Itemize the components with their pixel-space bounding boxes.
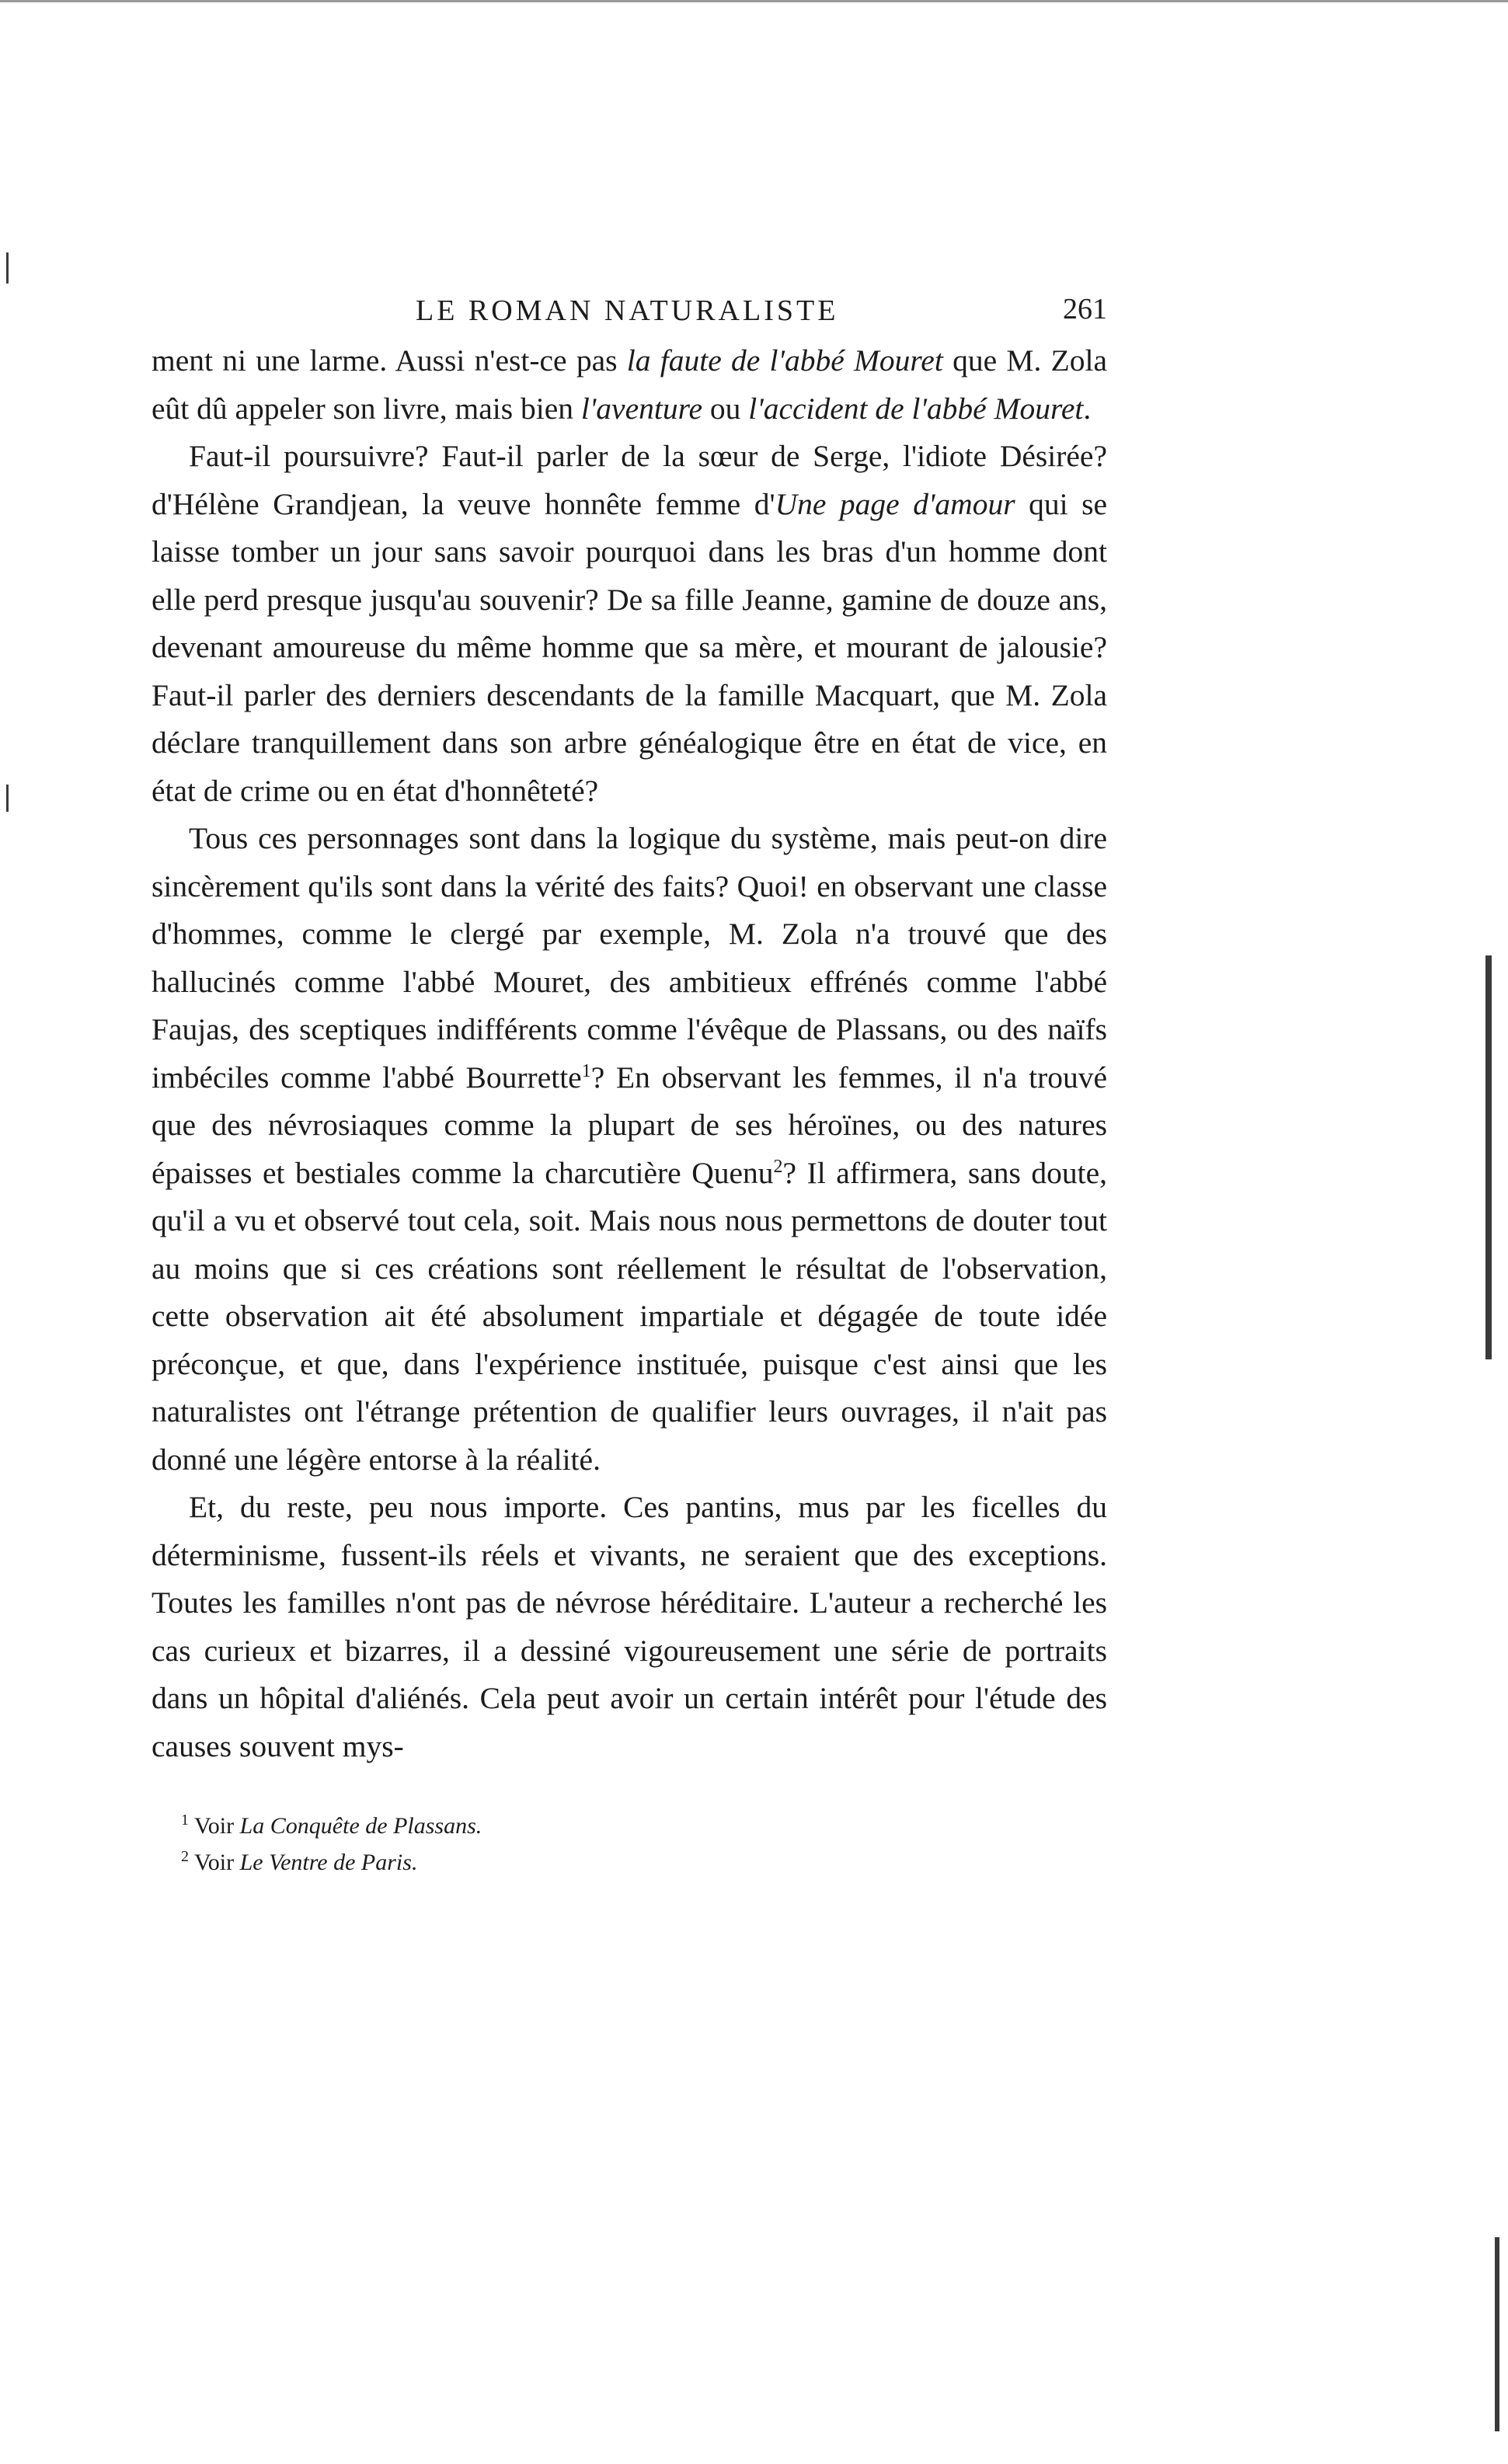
scan-margin-mark (6, 252, 9, 284)
book-page (151, 280, 1107, 1881)
scan-edge-shadow (1495, 2237, 1499, 2431)
paragraph: Tous ces personnages sont dans la logique du système, mais peut-on dire sincèrement qu'ils sont dans la vérité des faits? Quoi! en observant une classe d'hommes, comme le clergé par exemple, M. Zola n'a trouvé que des hallucinés comme l'abbé Mouret, des ambitieux effrénés comme l'abbé Faujas, des sceptiques indifférents comme l'évêque de Plassans, ou des naïfs imbéciles comme l'abbé Bourrette$^1$? En observant les femmes, il n'a trouvé que des névrosiaques comme la plupart de ses héroïnes, ou des natures épaisses et bestiales comme la charcutière Quenu$^2$? Il affirmera, sans doute, qu'il a vu et observé tout cela, soit. Mais nous nous permettons de douter tout au moins que si ces créations sont réellement le résultat de l'observation, cette observation ait été absolument impartiale et dégagée de toute idée préconçue, et que, dans l'expérience instituée, puisque c'est ainsi que les naturalistes ont l'étrange prétention de qualifier leurs ouvrages, il n'ait pas donné une légère entorse à la réalité. (151, 821, 1108, 1477)
scan-top-edge (0, 0, 1508, 2)
paragraph: Et, du reste, peu nous importe. Ces pantins, mus par les ficelles du déterminisme, fussent-ils réels et vivants, ne seraient que des exceptions. Toutes les familles n'ont pas de névrose héréditaire. L'auteur a recherché les cas curieux et bizarres, il a dessiné vigoureusement une série de portraits dans un hôpital d'aliénés. Cela peut avoir un certain intérêt pour l'étude des causes souvent mys- (151, 1490, 1107, 1763)
footnote-ref: 1 (581, 1060, 591, 1081)
body-text (151, 337, 1107, 1770)
scan-edge-shadow (1485, 955, 1492, 1359)
footnotes (151, 1808, 1107, 1881)
footnote-ref: 2 (773, 1156, 783, 1177)
running-head (151, 280, 1107, 326)
running-title: LE ROMAN NATURALISTE (416, 294, 839, 327)
paragraph: Faut-il poursuivre? Faut-il parler de la sœur de Serge, l'idiote Désirée? d'Hélène Grandjean, la veuve honnête femme d'Une page d'amour qui se laisse tomber un jour sans savoir pourquoi dans les bras d'un homme dont elle perd presque jusqu'au souvenir? De sa fille Jeanne, gamine de douze ans, devenant amoureuse du même homme que sa mère, et mourant de jalousie? Faut-il parler des derniers descendants de la famille Macquart, que M. Zola déclare tranquillement dans son arbre généalogique être en état de vice, en état de crime ou en état d'honnêteté? (151, 439, 1107, 808)
scan-margin-mark (6, 785, 9, 812)
page-number: 261 (1063, 293, 1107, 325)
footnote: $^2$ Voir Le Ventre de Paris. (181, 1848, 418, 1875)
paragraph-continued: ment ni une larme. Aussi n'est-ce pas la faute de l'abbé Mouret que M. Zola eût dû appeler son livre, mais bien l'aventure ou l'accident de l'abbé Mouret. (151, 343, 1107, 426)
footnote: $^1$ Voir La Conquête de Plassans. (181, 1811, 482, 1839)
